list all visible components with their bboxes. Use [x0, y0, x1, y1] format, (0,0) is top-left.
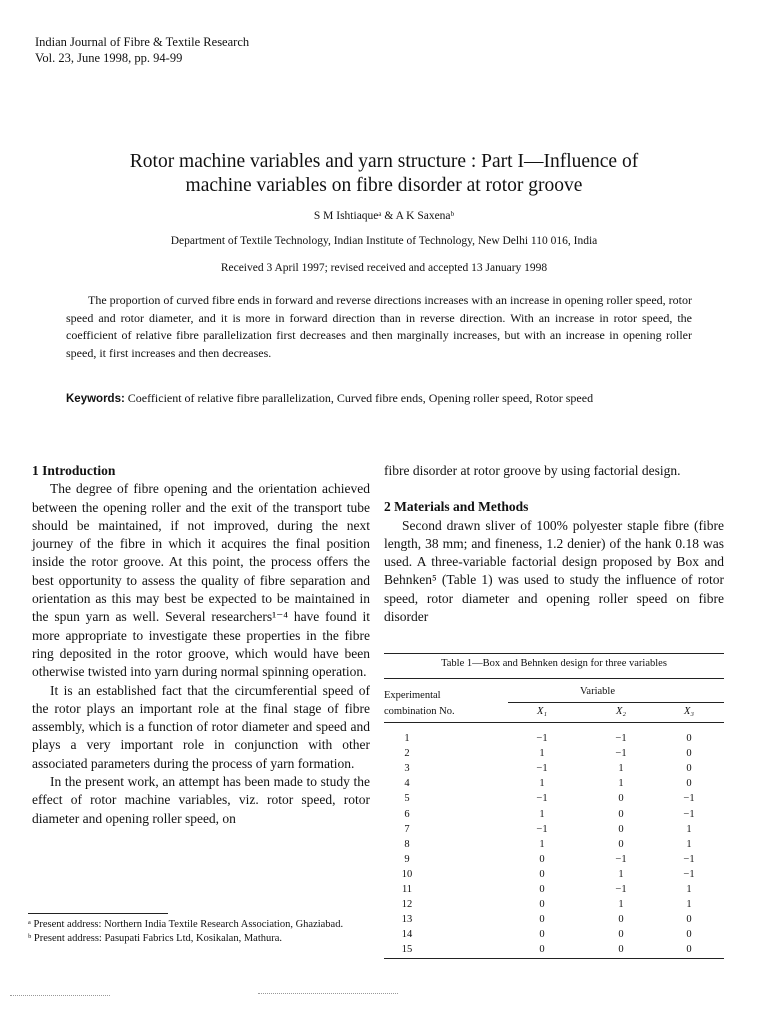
table-row-number: 13	[401, 914, 413, 926]
table-cell: 0	[539, 914, 545, 926]
table-row-number: 7	[404, 823, 410, 835]
received-dates: Received 3 April 1997; revised received and accepted 13 January 1998	[220, 262, 548, 274]
table-cell: 0	[686, 929, 692, 941]
footnote-divider	[28, 913, 168, 914]
table-cell: 0	[618, 929, 624, 941]
left-column	[32, 462, 370, 828]
table-cell: 0	[686, 733, 692, 744]
intro-paragraph-1: The degree of fibre opening and the orientation achieved between the opening roller and the exit of the transport tube should be maintained, if not improved, during the next journey of the fibre in which it acquires the final position inside the rotor groove. At this point, the process offers the best opportunity to assess the quality of fibre separation and orientation as this may best be expected to be maintained in the spun yarn as well. Several researchers¹⁻⁴ have found it more appropriate to investigate these properties in the fibre ring deposited in the rotor groove, which would have been otherwise twisted into yarn during normal spinning operation.	[32, 481, 370, 680]
table-row-number: 2	[404, 748, 410, 760]
table-cell: 1	[686, 823, 692, 835]
keywords	[66, 390, 692, 409]
journal-citation: Vol. 23, June 1998, pp. 94-99	[35, 51, 183, 65]
table-cell: 1	[618, 763, 624, 775]
table-cell: −1	[615, 853, 627, 865]
table-row-number: 8	[404, 838, 410, 850]
table-caption-rule	[384, 678, 724, 679]
table-cell: 0	[618, 944, 624, 956]
table-cell: 1	[539, 748, 545, 760]
table-variable-rule	[508, 702, 724, 703]
table-cell: −1	[536, 733, 548, 744]
paper-title	[60, 150, 708, 198]
table-cell: 0	[686, 763, 692, 775]
table-cell: 1	[686, 899, 692, 911]
table-cell: 0	[686, 914, 692, 926]
table-row-number: 5	[404, 793, 410, 805]
table-cell: −1	[683, 808, 695, 820]
table-cell: 1	[618, 778, 624, 790]
table-cell: 0	[686, 944, 692, 956]
table-caption: Table 1—Box and Behnken design for three variables	[441, 658, 667, 669]
journal-name: Indian Journal of Fibre & Textile Research	[35, 35, 250, 49]
table-row-number: 12	[401, 899, 413, 911]
table-cell: 0	[686, 778, 692, 790]
table-cell: −1	[615, 884, 627, 895]
table-cell: −1	[536, 793, 548, 805]
table-cell: 0	[686, 748, 692, 760]
table-cell: −1	[683, 868, 695, 880]
journal-header	[35, 34, 249, 66]
abstract: The proportion of curved fibre ends in forward and reverse directions increases with an increase in opening roller speed, rotor speed and rotor diameter, and it is more in forward direction than in reverse direction. With an increase in rotor speed, the coefficient of relative fibre parallelization first decreases and then marginally increases, but with an increase in opening roller speed, it first increases and then decreases.	[66, 293, 692, 360]
table-row-number: 11	[401, 884, 413, 895]
scan-artifact	[10, 995, 110, 997]
table-cell: 0	[539, 944, 545, 956]
table-row-number: 15	[401, 944, 413, 956]
scan-artifact	[258, 993, 398, 995]
title-line-1: Rotor machine variables and yarn structure : Part I—Influence of	[129, 151, 639, 172]
table-cell: −1	[536, 763, 548, 775]
table-cell: 1	[686, 884, 692, 895]
table-cell: 1	[539, 778, 545, 790]
table-cell: 0	[618, 838, 624, 850]
table-variable-header: Variable	[580, 686, 615, 697]
footnote-b: ᵇ Present address: Pasupati Fabrics Ltd, Kosikalan, Mathura.	[28, 933, 283, 944]
section-1-heading: 1 Introduction	[32, 463, 116, 478]
table-cell: −1	[683, 853, 695, 865]
column-label-line-2: combination No.	[384, 706, 455, 717]
intro-paragraph-3: In the present work, an attempt has been made to study the effect of rotor machine variables, viz. rotor speed, rotor diameter and opening roller speed, on	[32, 774, 370, 826]
table-cell: 1	[539, 838, 545, 850]
table-bottom-rule	[384, 958, 724, 959]
table-header-rule	[384, 722, 724, 723]
table-cell: −1	[615, 748, 627, 760]
footnotes	[28, 918, 373, 946]
table-row-number: 10	[401, 868, 413, 880]
intro-paragraph-2: It is an established fact that the circumferential speed of the rotor plays an important role at the final stage of fibre assembly, which is a function of rotor diameter and speed and plays a very important role in conjunction with other associated parameters during the process of yarn formation.	[32, 682, 370, 771]
table-row-number: 9	[404, 853, 410, 865]
keywords-text: Coefficient of relative fibre parallelization, Curved fibre ends, Opening roller speed, Rotor speed	[127, 391, 594, 405]
header-x1: X₁	[536, 706, 548, 717]
table-cell: 0	[618, 914, 624, 926]
table-cell: 1	[539, 808, 545, 820]
table-row-number: 3	[404, 763, 410, 775]
section-2-heading: 2 Materials and Methods	[384, 499, 529, 515]
table-cell: −1	[683, 793, 695, 805]
table-cell: −1	[615, 733, 627, 744]
table-row-number: 4	[404, 778, 410, 790]
table-row-number: 14	[401, 929, 413, 941]
intro-paragraph-4: fibre disorder at rotor groove by using factorial design.	[384, 463, 681, 478]
table-cell: 1	[618, 868, 624, 880]
table-cell: 0	[539, 868, 545, 880]
table-column-label	[384, 688, 455, 720]
column-label-line-1: Experimental	[384, 690, 441, 701]
table-cell: 0	[539, 853, 545, 865]
right-column	[384, 462, 724, 626]
table-cell: 0	[618, 793, 624, 805]
affiliation: Department of Textile Technology, Indian Institute of Technology, New Delhi 110 016, India	[170, 235, 598, 247]
methods-paragraph-1: Second drawn sliver of 100% polyester staple fibre (fibre length, 38 mm; and fineness, 1.2 denier) of the hank 0.18 was used. A three-variable factorial design proposed by Box and Behnken⁵ (Table 1) was used to study the influence of rotor speed, rotor diameter and opening roller speed on fibre disorder	[384, 517, 724, 625]
table-row-number: 6	[404, 808, 410, 820]
table-cell: 1	[618, 899, 624, 911]
title-line-2: machine variables on fibre disorder at rotor groove	[185, 175, 583, 196]
authors: S M Ishtiaqueᵃ & A K Saxenaᵇ	[313, 210, 455, 222]
table-cell: 1	[686, 838, 692, 850]
table-top-rule	[384, 653, 724, 654]
table-row-number: 1	[404, 733, 410, 744]
table-cell: 0	[539, 884, 545, 895]
header-x2: X₂	[615, 706, 627, 717]
table-cell: 0	[618, 823, 624, 835]
footnote-a: ᵃ Present address: Northern India Textile Research Association, Ghaziabad.	[28, 919, 344, 930]
table-cell: 0	[618, 808, 624, 820]
table-cell: 0	[539, 929, 545, 941]
header-x3: X₃	[683, 706, 695, 717]
keywords-label: Keywords:	[66, 393, 125, 405]
table-cell: −1	[536, 823, 548, 835]
table-cell: 0	[539, 899, 545, 911]
